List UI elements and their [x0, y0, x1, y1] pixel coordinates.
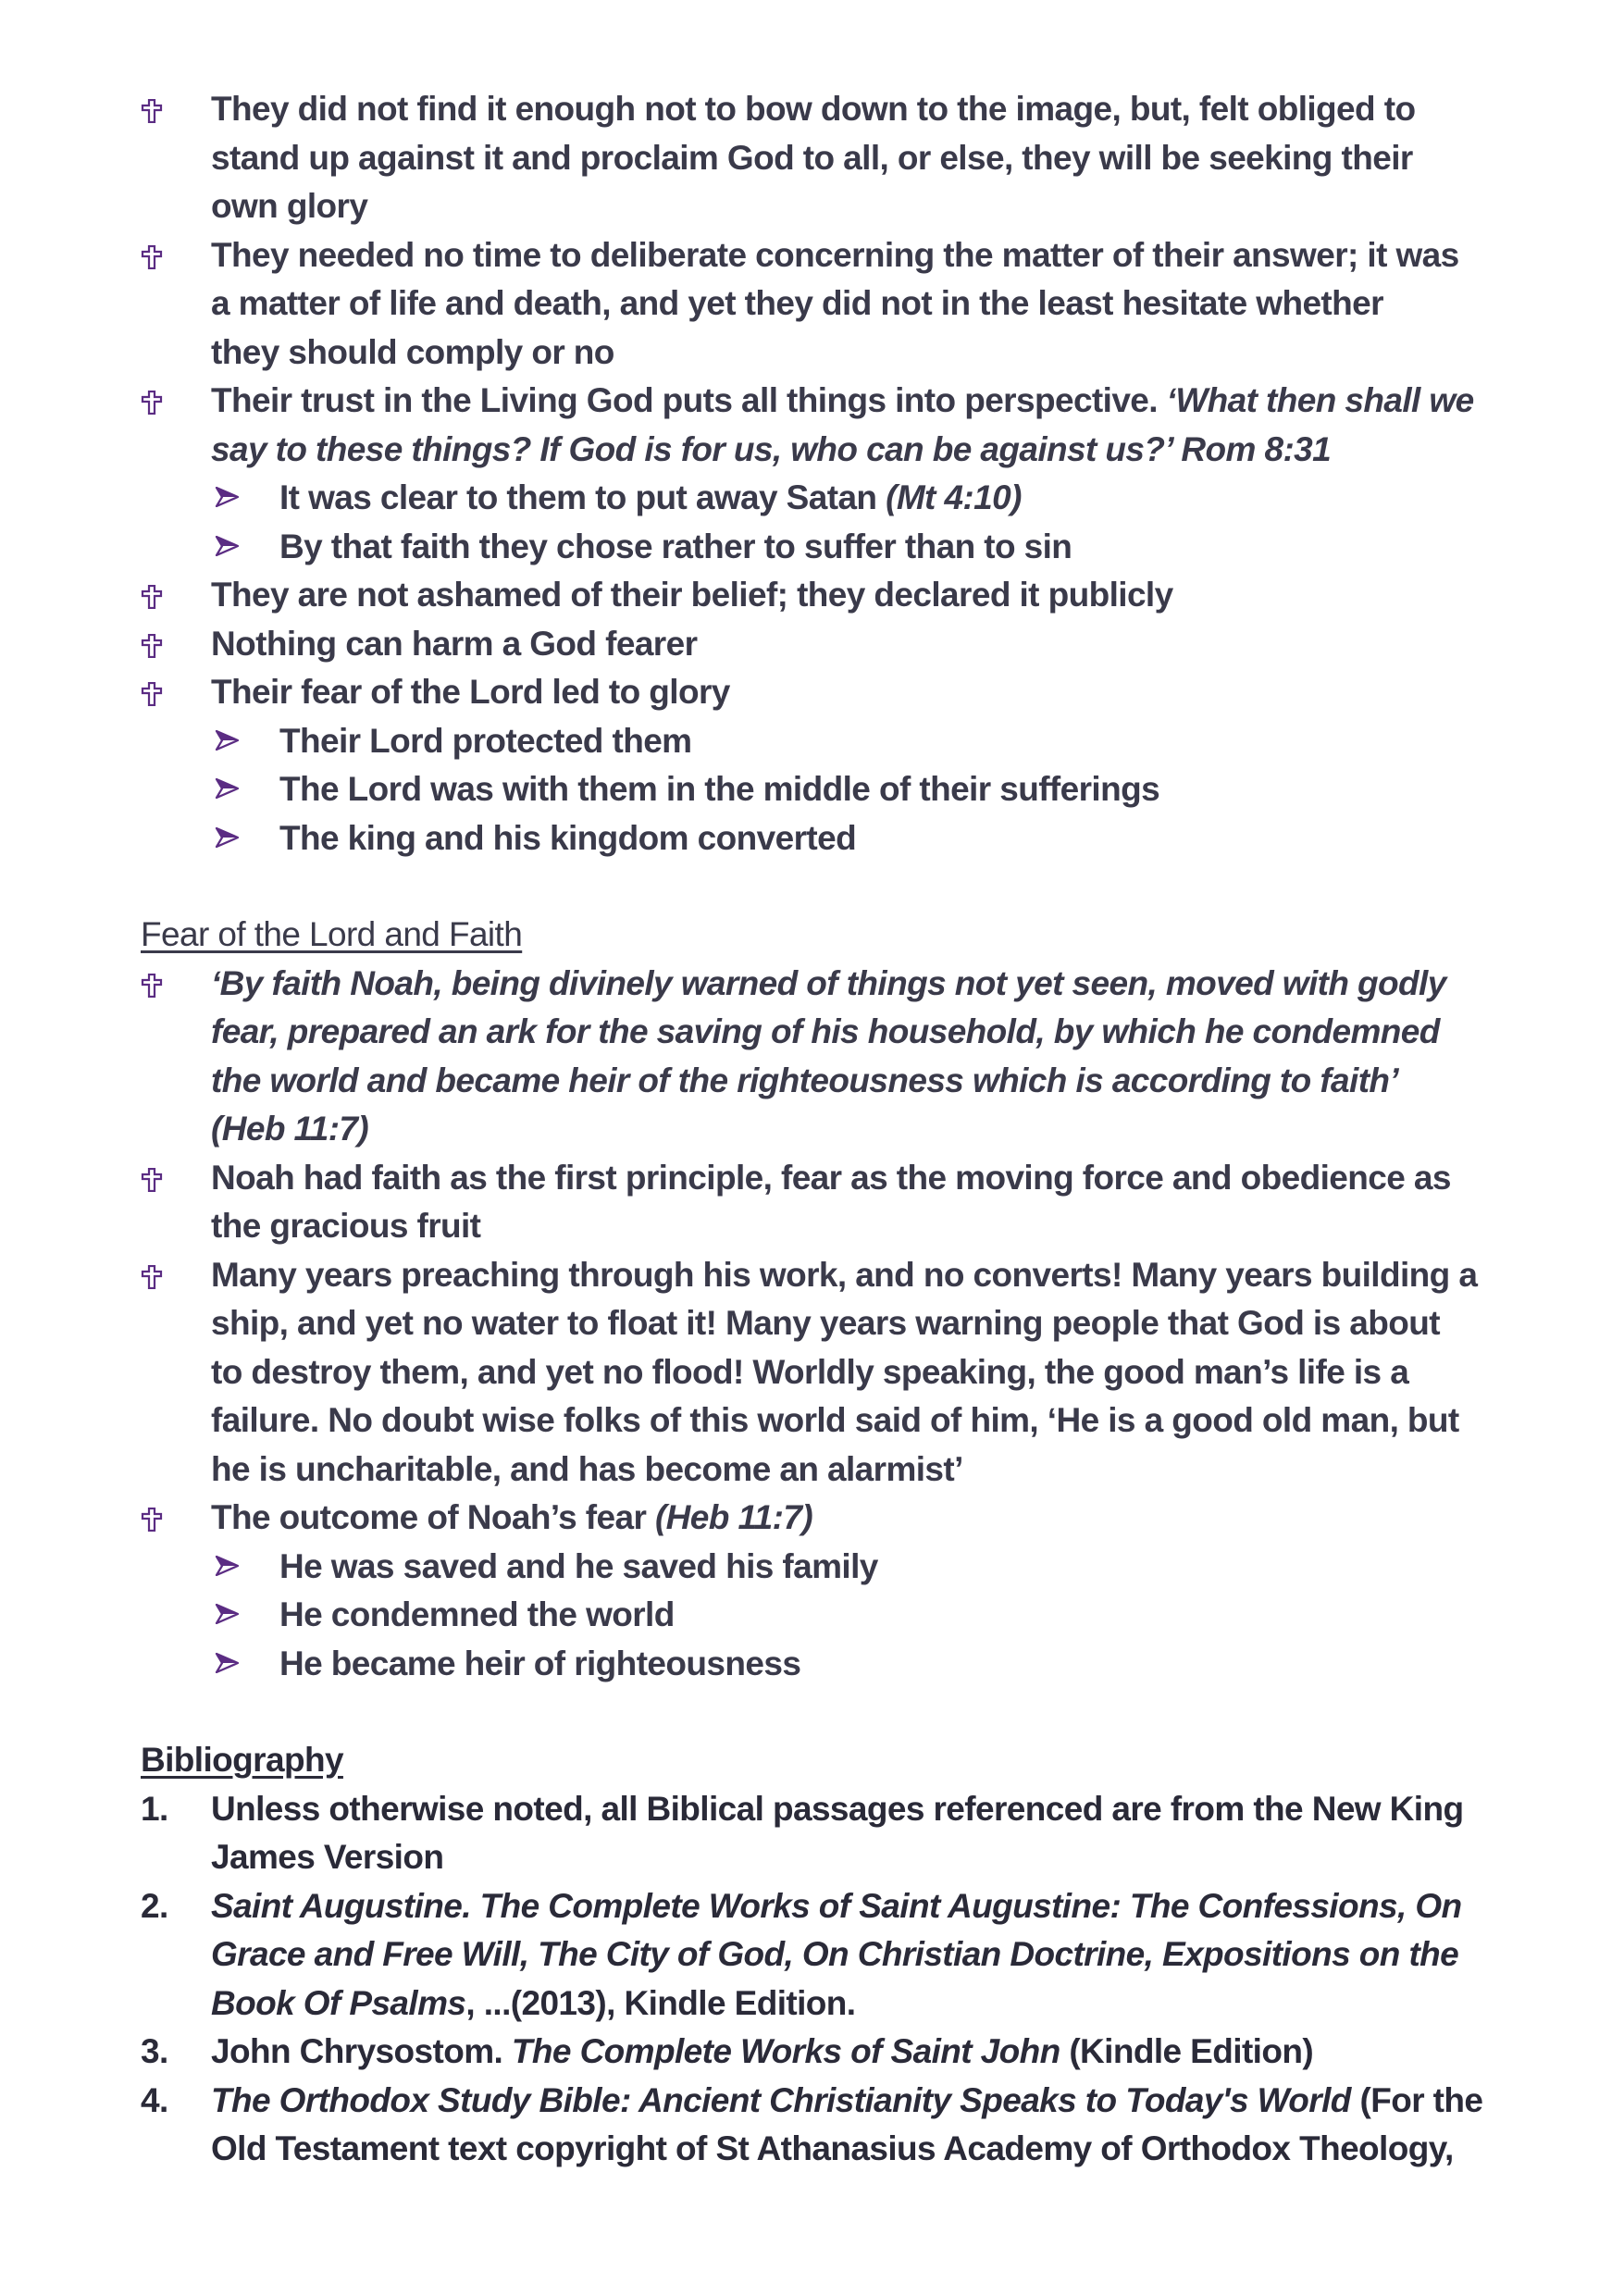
text-line: Their Lord protected them	[279, 721, 692, 760]
bibliography-heading: Bibliography	[141, 1741, 343, 1779]
text-line: Nothing can harm a God fearer	[211, 624, 698, 663]
text-line: own glory	[211, 187, 368, 225]
arrow-icon	[215, 827, 239, 848]
reference-span: (Mt 4:10)	[886, 478, 1022, 516]
text-span: (Kindle Edition)	[1060, 2032, 1314, 2070]
text-line: The Lord was with them in the middle of their sufferings	[279, 770, 1160, 808]
quote-line: (Heb 11:7)	[211, 1110, 369, 1148]
cross-icon	[141, 1168, 163, 1192]
sub-bullet-item	[141, 1591, 1485, 1640]
text-line: Saint Augustine. The Complete Works of Saint Augustine: The Confessions, On	[211, 1886, 1462, 1925]
reference-span: (Heb 11:7)	[654, 1498, 813, 1536]
title-span: The Complete Works of Saint John	[511, 2032, 1060, 2070]
cross-icon	[141, 391, 163, 415]
text-line: they should comply or no	[211, 332, 614, 371]
bullet-item	[141, 620, 1485, 669]
quote-line: fear, prepared an ark for the saving of his household, by which he condemned	[211, 1012, 1440, 1050]
text-line: They are not ashamed of their belief; they declared it publicly	[211, 576, 1173, 614]
text-line: Old Testament text copyright of St Athanasius Academy of Orthodox Theology,	[211, 2129, 1454, 2167]
sub-bullet-item	[141, 1640, 1485, 1689]
text-line: By that faith they chose rather to suffer than to sin	[279, 527, 1072, 565]
text-line: Unless otherwise noted, all Biblical passages referenced are from the New King	[211, 1789, 1464, 1828]
cross-icon	[141, 99, 163, 123]
text-line: The king and his kingdom converted	[279, 818, 857, 857]
text-line: Noah had faith as the first principle, fear as the moving force and obedience as	[211, 1158, 1451, 1197]
cross-icon	[141, 245, 163, 269]
bibliography-item	[141, 1785, 1485, 1882]
quote-line: the world and became heir of the righteousness which is according to faith’	[211, 1061, 1399, 1099]
text-line: ship, and yet no water to float it! Many years warning people that God is about	[211, 1304, 1440, 1342]
title-span: The Orthodox Study Bible: Ancient Christianity Speaks to Today's World	[211, 2080, 1351, 2119]
cross-icon	[141, 682, 163, 706]
text-line	[279, 474, 1485, 523]
cross-icon	[141, 1508, 163, 1532]
text-span: (For the	[1350, 2080, 1483, 2119]
cross-icon	[141, 1265, 163, 1289]
text-line: Their fear of the Lord led to glory	[211, 673, 730, 711]
text-span: , ...(2013), Kindle Edition.	[465, 1983, 856, 2022]
bibliography-item	[141, 2077, 1485, 2174]
sub-bullet-item	[141, 765, 1485, 814]
bullet-item	[141, 231, 1485, 378]
cross-icon	[141, 585, 163, 609]
sub-bullet-item	[141, 1543, 1485, 1592]
arrow-icon	[215, 1653, 239, 1673]
item-number: 1.	[141, 1789, 168, 1828]
bibliography-item	[141, 1882, 1485, 2029]
text-span: Their trust in the Living God puts all things into perspective.	[211, 381, 1167, 419]
text-line: He was saved and he saved his family	[279, 1546, 878, 1585]
bullet-item	[141, 960, 1485, 1154]
text-line: They needed no time to deliberate concerning the matter of their answer; it was	[211, 235, 1459, 274]
text-line: to destroy them, and yet no flood! Worldly speaking, the good man’s life is a	[211, 1352, 1409, 1391]
bullet-item	[141, 1494, 1485, 1543]
text-line: a matter of life and death, and yet they did not in the least hesitate whether	[211, 284, 1383, 322]
text-line	[211, 377, 1485, 426]
quote-line: ‘By faith Noah, being divinely warned of things not yet seen, moved with godly	[211, 963, 1446, 1002]
text-line	[211, 2028, 1485, 2077]
text-line	[211, 1494, 1485, 1543]
text-span: The outcome of Noah’s fear	[211, 1498, 655, 1536]
arrow-icon	[215, 487, 239, 507]
arrow-icon	[215, 1556, 239, 1576]
section-heading: Fear of the Lord and Faith	[141, 915, 523, 953]
text-line: Grace and Free Will, The City of God, On Christian Doctrine, Expositions on the	[211, 1935, 1459, 1973]
text-span: John Chrysostom.	[211, 2032, 512, 2070]
sub-bullet-item	[141, 523, 1485, 572]
sub-bullet-item	[141, 474, 1485, 523]
text-line: He condemned the world	[279, 1595, 675, 1633]
text-line	[211, 2077, 1485, 2126]
text-line: Many years preaching through his work, and no converts! Many years building a	[211, 1255, 1478, 1294]
text-line: They did not find it enough not to bow down to the image, but, felt obliged to	[211, 90, 1416, 128]
bullet-item	[141, 571, 1485, 620]
text-span: It was clear to them to put away Satan	[279, 478, 886, 516]
arrow-icon	[215, 778, 239, 799]
item-number: 2.	[141, 1886, 168, 1925]
title-span: Book Of Psalms	[211, 1983, 466, 2022]
quote-span: ‘What then shall we	[1166, 381, 1474, 419]
sub-bullet-item	[141, 814, 1485, 863]
text-line	[211, 1980, 1485, 2029]
text-line: James Version	[211, 1838, 444, 1876]
arrow-icon	[215, 730, 239, 751]
text-line: he is uncharitable, and has become an alarmist’	[211, 1449, 963, 1488]
quote-line: say to these things? If God is for us, who can be against us?’ Rom 8:31	[211, 429, 1332, 468]
cross-icon	[141, 974, 163, 998]
bullet-item	[141, 668, 1485, 717]
bullet-item	[141, 1154, 1485, 1251]
text-line: failure. No doubt wise folks of this world said of him, ‘He is a good old man, but	[211, 1401, 1459, 1439]
bullet-item	[141, 1251, 1485, 1495]
bibliography-item	[141, 2028, 1485, 2077]
bullet-item	[141, 377, 1485, 474]
item-number: 3.	[141, 2032, 168, 2070]
text-line: the gracious fruit	[211, 1207, 481, 1245]
cross-icon	[141, 634, 163, 658]
text-line: He became heir of righteousness	[279, 1644, 801, 1682]
item-number: 4.	[141, 2080, 168, 2119]
sub-bullet-item	[141, 717, 1485, 766]
bullet-item	[141, 85, 1485, 231]
arrow-icon	[215, 536, 239, 556]
text-line: stand up against it and proclaim God to all, or else, they will be seeking their	[211, 138, 1413, 177]
arrow-icon	[215, 1604, 239, 1624]
